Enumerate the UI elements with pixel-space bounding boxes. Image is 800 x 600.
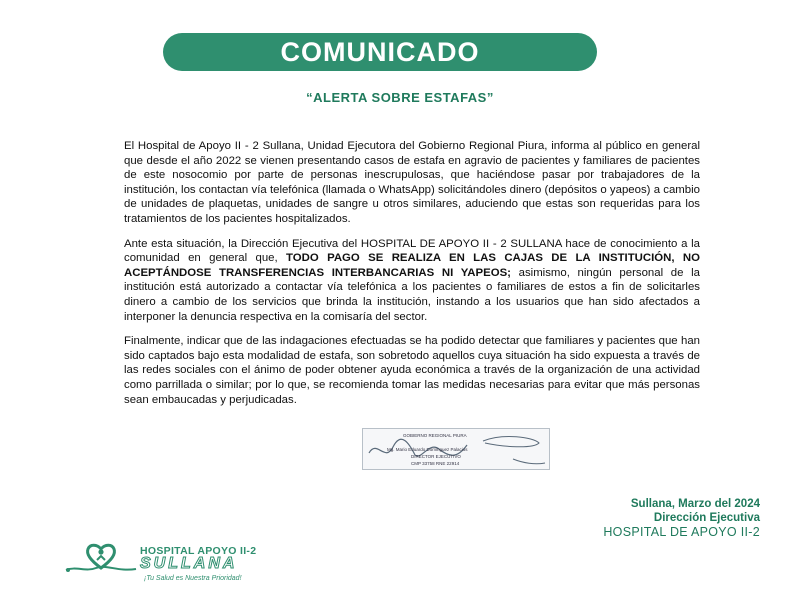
stamp-role: DIRECTOR EJECUTIVO xyxy=(411,454,461,459)
issuing-institution: HOSPITAL DE APOYO II-2 xyxy=(603,525,760,539)
logo-city-name: SULLANA xyxy=(140,555,238,572)
logo-hospital-name: HOSPITAL APOYO II-2 xyxy=(140,545,257,557)
signoff-block xyxy=(603,497,760,539)
signature-flourish xyxy=(483,437,539,447)
issuing-office: Dirección Ejecutiva xyxy=(653,512,760,524)
place-date: Sullana, Marzo del 2024 xyxy=(630,498,760,510)
paragraph-2-emphasis: TODO PAGO SE REALIZA EN LAS CAJAS DE LA INSTITUCIÓN, NO ACEPTÁNDOSE TRANSFERENCIAS INTERBANCARIAS NI YAPEOS; xyxy=(124,252,700,279)
paragraph-3: Finalmente, indicar que de las indagaciones efectuadas se ha podido detectar que familiares y pacientes que han sido captados bajo esta modalidad de estafa, son sobretodo aquellos cuya situación ha sido expuesta a través de las redes sociales con el ánimo de poder obtener ayuda económica a través de la organización de una actividad como parrillada o similar; por lo que, se recomienda tomar las medidas necesarias para evitar que más personas sean embaucadas y perjudicadas. xyxy=(124,335,700,406)
document-title: COMUNICADO xyxy=(280,36,480,67)
title-banner xyxy=(163,33,597,71)
signature-stamp xyxy=(362,428,550,470)
logo-tagline: ¡Tu Salud es Nuestra Prioridad! xyxy=(144,575,242,582)
stamp-registration: CMP 33758 RNE 22914 xyxy=(411,461,460,466)
paragraph-2-rest: asimismo, ningún personal de la institución está autorizado a contactar vía telefónica a los pacientes o familiares de estos a fin de solicitarles dinero a cambio de los servicios que brinda la institución, instando a los usuarios que han sido afectados a interponer la denuncia respectiva en la comisaría del sector. xyxy=(124,266,700,323)
hospital-logo xyxy=(62,538,292,588)
signature-stamp-graphic xyxy=(363,429,549,469)
stamp-org: GOBIERNO REGIONAL PIURA xyxy=(403,433,467,438)
heart-stethoscope-icon xyxy=(62,538,140,576)
paragraph-2 xyxy=(124,237,700,325)
document-subtitle: “ALERTA SOBRE ESTAFAS” xyxy=(306,90,494,105)
paragraph-1: El Hospital de Apoyo II - 2 Sullana, Unidad Ejecutora del Gobierno Regional Piura, informa al público en general que desde el año 2022 se vienen presentando casos de estafa en agravio de pacientes y familiares de pacientes de este nosocomio por parte de personas inescrupulosas, que haciéndose pasar por trabajadores de la institución, los contactan vía telefónica (llamada o WhatsApp) solicitándoles dinero (depósitos o yapeos) a cambio de unidades de plaquetas, unidades de sangre u otros similares, aduciendo que estas son requeridas para los tratamientos de los pacientes hospitalizados. xyxy=(124,140,700,225)
stamp-underline xyxy=(513,459,545,464)
paragraph-2-intro: Ante esta situación, la Dirección Ejecutiva del HOSPITAL DE APOYO II - 2 SULLANA hace de conocimiento a la comunidad en general que, xyxy=(124,237,700,265)
stamp-name: Mg. Mario Eduardo Dominguez Palacios xyxy=(387,447,468,452)
notice-body xyxy=(124,139,700,417)
